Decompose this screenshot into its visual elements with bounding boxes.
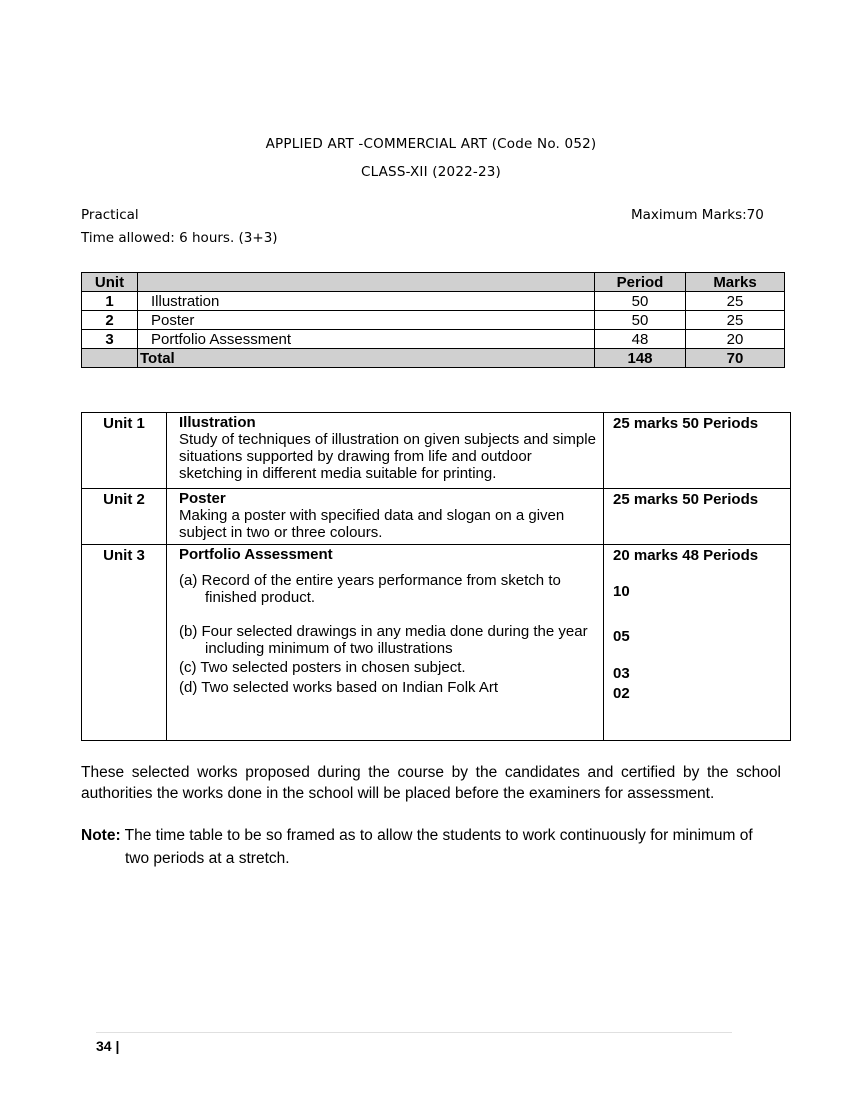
total-blank <box>82 349 138 368</box>
row-label: Poster <box>138 311 595 330</box>
detail-row-unit1 <box>82 413 791 489</box>
header-blank <box>138 273 595 292</box>
row-unit: 2 <box>82 311 138 330</box>
table-row <box>82 311 785 330</box>
unit-label: Unit 2 <box>82 489 167 545</box>
unit-marks: 25 marks 50 Periods <box>604 489 791 545</box>
item-marks: 10 <box>613 583 630 600</box>
header-period: Period <box>595 273 686 292</box>
row-label: Illustration <box>138 292 595 311</box>
maximum-marks: Maximum Marks:70 <box>631 207 764 223</box>
table-row <box>82 330 785 349</box>
detail-table <box>81 412 791 741</box>
unit-description <box>167 413 604 489</box>
row-label: Portfolio Assessment <box>138 330 595 349</box>
note-line2: two periods at a stretch. <box>125 850 290 867</box>
total-period: 148 <box>595 349 686 368</box>
unit-title: Poster <box>179 490 226 507</box>
practical-label: Practical <box>81 207 139 223</box>
document-title: APPLIED ART -COMMERCIAL ART (Code No. 052) <box>265 136 597 152</box>
unit-title: Illustration <box>179 414 256 431</box>
unit-label: Unit 1 <box>82 413 167 489</box>
unit-marks: 20 marks 48 Periods <box>613 547 759 564</box>
total-row <box>82 349 785 368</box>
row-marks: 25 <box>686 311 785 330</box>
note-label: Note: <box>81 827 121 844</box>
summary-header-row <box>82 273 785 292</box>
note-line1: The time table to be so framed as to allow the students to work continuously for minimum of <box>124 827 753 844</box>
item-marks: 02 <box>613 685 630 702</box>
class-line: CLASS-XII (2022-23) <box>360 164 502 180</box>
footer-divider <box>96 1032 732 1033</box>
unit-label: Unit 3 <box>82 545 167 741</box>
row-unit: 1 <box>82 292 138 311</box>
unit-text: Making a poster with specified data and slogan on a given subject in two or three colours. <box>179 507 565 541</box>
item-marks: 05 <box>613 628 630 645</box>
summary-table <box>81 272 785 368</box>
page-number: 34 | <box>96 1038 120 1054</box>
row-period: 50 <box>595 292 686 311</box>
portfolio-item: (c) Two selected posters in chosen subject. <box>179 659 466 676</box>
item-marks: 03 <box>613 665 630 682</box>
time-allowed: Time allowed: 6 hours. (3+3) <box>81 230 278 246</box>
header-unit: Unit <box>82 273 138 292</box>
portfolio-item: (a) Record of the entire years performance from sketch to finished product. <box>179 572 561 606</box>
portfolio-item: (b) Four selected drawings in any media done during the year including minimum of two illustrations <box>179 623 588 657</box>
assessment-paragraph: These selected works proposed during the course by the candidates and certified by the school authorities the works done in the school will be placed before the examiners for assessment. <box>81 764 781 802</box>
detail-row-unit3 <box>82 545 791 741</box>
portfolio-item: (d) Two selected works based on Indian Folk Art <box>179 679 499 696</box>
header-marks: Marks <box>686 273 785 292</box>
unit-title: Portfolio Assessment <box>179 546 333 563</box>
unit-text: Study of techniques of illustration on given subjects and simple situations supported by drawing from life and outdoor sketching in different media suitable for printing. <box>179 431 596 482</box>
unit-marks-column <box>604 545 791 741</box>
unit-description <box>167 545 604 741</box>
row-unit: 3 <box>82 330 138 349</box>
note <box>81 825 781 869</box>
detail-row-unit2 <box>82 489 791 545</box>
row-period: 48 <box>595 330 686 349</box>
unit-description <box>167 489 604 545</box>
total-label: Total <box>138 349 595 368</box>
row-period: 50 <box>595 311 686 330</box>
unit-marks: 25 marks 50 Periods <box>604 413 791 489</box>
row-marks: 25 <box>686 292 785 311</box>
total-marks: 70 <box>686 349 785 368</box>
row-marks: 20 <box>686 330 785 349</box>
table-row <box>82 292 785 311</box>
